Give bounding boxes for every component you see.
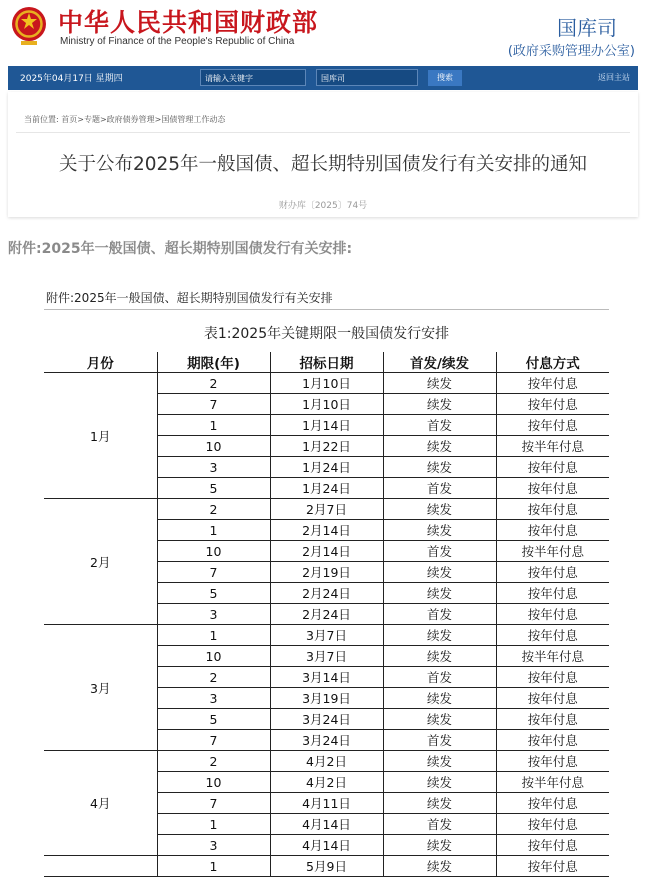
month-cell: 3月 [44, 625, 157, 751]
interest-method-cell: 按半年付息 [496, 541, 609, 562]
top-navbar [8, 66, 638, 90]
column-header-issue-type: 首发/续发 [383, 352, 496, 373]
article-header-card [8, 92, 638, 217]
column-header-term: 期限(年) [157, 352, 270, 373]
term-cell: 3 [157, 604, 270, 625]
term-cell: 10 [157, 436, 270, 457]
auction-date-cell: 2月7日 [270, 499, 383, 520]
issue-type-cell: 续发 [383, 394, 496, 415]
auction-date-cell: 2月19日 [270, 562, 383, 583]
table-title: 表1:2025年关键期限一般国债发行安排 [203, 326, 450, 342]
auction-date-cell: 4月2日 [270, 772, 383, 793]
term-cell: 1 [157, 415, 270, 436]
issue-type-cell: 首发 [383, 730, 496, 751]
interest-method-cell: 按半年付息 [496, 646, 609, 667]
current-date: 2025年04月17日 星期四 [20, 74, 123, 84]
table-row [44, 373, 609, 394]
auction-date-cell: 3月19日 [270, 688, 383, 709]
issue-type-cell: 首发 [383, 415, 496, 436]
issue-type-cell: 续发 [383, 625, 496, 646]
column-header-interest: 付息方式 [496, 352, 609, 373]
issue-type-cell: 续发 [383, 373, 496, 394]
auction-date-cell: 4月14日 [270, 835, 383, 856]
search-scope-field[interactable]: 国库司 [316, 69, 418, 86]
ministry-name-cn[interactable]: 中华人民共和国财政部 [58, 8, 319, 37]
national-emblem-icon [10, 5, 48, 47]
term-cell: 10 [157, 646, 270, 667]
auction-date-cell: 3月14日 [270, 667, 383, 688]
term-cell: 2 [157, 751, 270, 772]
interest-method-cell: 按年付息 [496, 730, 609, 751]
breadcrumb[interactable]: 当前位置: 首页>专题>政府债券管理>国债管理工作动态 [24, 115, 226, 124]
interest-method-cell: 按年付息 [496, 499, 609, 520]
issue-type-cell: 首发 [383, 667, 496, 688]
auction-date-cell: 3月24日 [270, 730, 383, 751]
auction-date-cell: 1月24日 [270, 457, 383, 478]
auction-date-cell: 4月2日 [270, 751, 383, 772]
term-cell: 1 [157, 625, 270, 646]
issuance-table [44, 352, 609, 877]
issue-type-cell: 续发 [383, 772, 496, 793]
issue-type-cell: 首发 [383, 478, 496, 499]
issue-type-cell: 续发 [383, 520, 496, 541]
term-cell: 7 [157, 730, 270, 751]
auction-date-cell: 2月24日 [270, 583, 383, 604]
ministry-name-en: Ministry of Finance of the People's Republic of China [60, 36, 295, 47]
issue-type-cell: 续发 [383, 856, 496, 877]
term-cell: 7 [157, 394, 270, 415]
auction-date-cell: 2月14日 [270, 520, 383, 541]
interest-method-cell: 按年付息 [496, 751, 609, 772]
site-header [0, 0, 645, 64]
return-home-link[interactable]: 返回主站 [598, 73, 630, 82]
term-cell: 1 [157, 520, 270, 541]
interest-method-cell: 按年付息 [496, 814, 609, 835]
auction-date-cell: 1月24日 [270, 478, 383, 499]
auction-date-cell: 4月14日 [270, 814, 383, 835]
auction-date-cell: 3月24日 [270, 709, 383, 730]
auction-date-cell: 1月10日 [270, 394, 383, 415]
auction-date-cell: 5月9日 [270, 856, 383, 877]
issue-type-cell: 续发 [383, 562, 496, 583]
search-button[interactable]: 搜索 [428, 70, 462, 86]
term-cell: 10 [157, 772, 270, 793]
interest-method-cell: 按年付息 [496, 478, 609, 499]
term-cell: 2 [157, 499, 270, 520]
interest-method-cell: 按年付息 [496, 667, 609, 688]
month-cell: 4月 [44, 751, 157, 856]
interest-method-cell: 按年付息 [496, 604, 609, 625]
interest-method-cell: 按年付息 [496, 520, 609, 541]
column-header-month: 月份 [44, 352, 157, 373]
issue-type-cell: 续发 [383, 457, 496, 478]
auction-date-cell: 1月22日 [270, 436, 383, 457]
interest-method-cell: 按年付息 [496, 415, 609, 436]
department-title[interactable]: 国库司 [557, 16, 617, 40]
page-title: 关于公布2025年一般国债、超长期特别国债发行有关安排的通知 [58, 154, 588, 175]
interest-method-cell: 按年付息 [496, 583, 609, 604]
interest-method-cell: 按年付息 [496, 709, 609, 730]
term-cell: 5 [157, 709, 270, 730]
interest-method-cell: 按半年付息 [496, 436, 609, 457]
term-cell: 3 [157, 688, 270, 709]
term-cell: 10 [157, 541, 270, 562]
auction-date-cell: 3月7日 [270, 646, 383, 667]
issue-type-cell: 续发 [383, 646, 496, 667]
attachment-line: 附件:2025年一般国债、超长期特别国债发行有关安排 [46, 291, 333, 305]
column-header-auction-date: 招标日期 [270, 352, 383, 373]
issue-type-cell: 首发 [383, 814, 496, 835]
search-input[interactable]: 请输入关键字 [200, 69, 306, 86]
interest-method-cell: 按年付息 [496, 688, 609, 709]
term-cell: 7 [157, 793, 270, 814]
auction-date-cell: 4月11日 [270, 793, 383, 814]
issue-type-cell: 续发 [383, 688, 496, 709]
month-cell: 1月 [44, 373, 157, 499]
interest-method-cell: 按年付息 [496, 457, 609, 478]
term-cell: 7 [157, 562, 270, 583]
interest-method-cell: 按年付息 [496, 625, 609, 646]
term-cell: 3 [157, 457, 270, 478]
issue-type-cell: 续发 [383, 709, 496, 730]
issue-type-cell: 续发 [383, 499, 496, 520]
table-row [44, 751, 609, 772]
term-cell: 1 [157, 814, 270, 835]
table-row [44, 625, 609, 646]
interest-method-cell: 按年付息 [496, 835, 609, 856]
table-row [44, 499, 609, 520]
term-cell: 1 [157, 856, 270, 877]
table-body [44, 373, 609, 877]
issue-type-cell: 续发 [383, 835, 496, 856]
month-cell: 2月 [44, 499, 157, 625]
auction-date-cell: 1月10日 [270, 373, 383, 394]
issue-type-cell: 首发 [383, 541, 496, 562]
auction-date-cell: 3月7日 [270, 625, 383, 646]
document-number: 财办库〔2025〕74号 [278, 201, 368, 211]
table-header-row [44, 352, 609, 373]
interest-method-cell: 按半年付息 [496, 772, 609, 793]
issue-type-cell: 首发 [383, 604, 496, 625]
issue-type-cell: 续发 [383, 583, 496, 604]
term-cell: 5 [157, 583, 270, 604]
auction-date-cell: 2月24日 [270, 604, 383, 625]
term-cell: 3 [157, 835, 270, 856]
interest-method-cell: 按年付息 [496, 394, 609, 415]
issue-type-cell: 续发 [383, 751, 496, 772]
month-cell [44, 856, 157, 877]
auction-date-cell: 1月14日 [270, 415, 383, 436]
term-cell: 2 [157, 667, 270, 688]
interest-method-cell: 按年付息 [496, 373, 609, 394]
issue-type-cell: 续发 [383, 436, 496, 457]
attachment-heading: 附件:2025年一般国债、超长期特别国债发行有关安排: [8, 241, 353, 257]
interest-method-cell: 按年付息 [496, 793, 609, 814]
term-cell: 5 [157, 478, 270, 499]
divider [16, 132, 630, 133]
auction-date-cell: 2月14日 [270, 541, 383, 562]
department-subtitle: (政府采购管理办公室) [507, 44, 635, 59]
term-cell: 2 [157, 373, 270, 394]
issue-type-cell: 续发 [383, 793, 496, 814]
interest-method-cell: 按年付息 [496, 562, 609, 583]
interest-method-cell: 按年付息 [496, 856, 609, 877]
divider [44, 309, 609, 310]
table-row [44, 856, 609, 877]
